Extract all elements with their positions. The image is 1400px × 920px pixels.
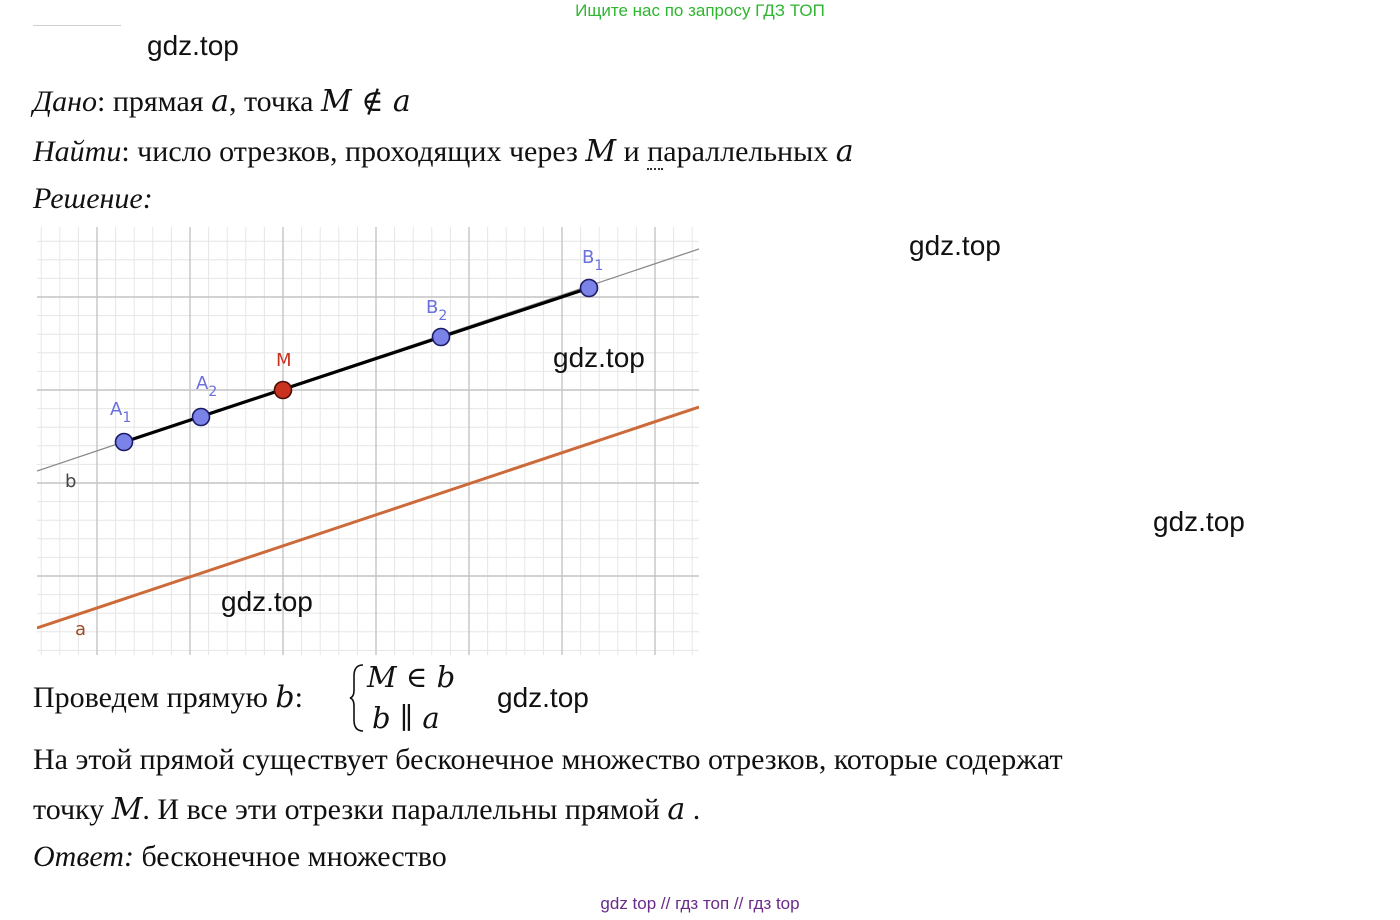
answer-text: бесконечное множество	[133, 840, 447, 873]
system-brace	[348, 662, 366, 734]
draw-line-text	[33, 680, 303, 715]
watermark: gdz.top	[221, 586, 313, 617]
given-label: Дано	[33, 85, 97, 118]
find-var-a: a	[835, 134, 854, 169]
explanation-text: точку	[33, 793, 112, 826]
find-label: Найти	[33, 135, 122, 168]
system-line-1: M ∈ b	[367, 660, 456, 694]
label-a1: $A_1$	[110, 399, 132, 426]
system-line-2: b ∥ a	[372, 701, 440, 735]
watermark: gdz.top	[909, 230, 1001, 261]
find-text-and: и	[616, 135, 648, 168]
point-m	[275, 382, 292, 399]
draw-line-colon: :	[294, 681, 303, 714]
draw-line-var-b: b	[275, 680, 295, 715]
geometry-figure	[37, 227, 699, 655]
point-b1	[581, 280, 598, 297]
given-text: : прямая	[96, 85, 212, 118]
explanation-var-a: a	[667, 792, 686, 827]
watermark: gdz.top	[1153, 506, 1245, 537]
given-text-middle: , точка	[228, 85, 321, 118]
find-text-parallel: араллельных	[663, 135, 836, 168]
top-banner: Ищите нас по запросу ГДЗ ТОП	[575, 1, 825, 20]
point-a2	[193, 409, 210, 426]
footer-links: gdz top // гдз топ // гдз top	[600, 894, 800, 913]
point-b2	[433, 329, 450, 346]
watermark: gdz.top	[553, 342, 645, 373]
label-b2: $B_2$	[426, 297, 448, 324]
given-expression: M ∉ a	[320, 84, 411, 119]
label-b1: $B_1$	[582, 247, 604, 274]
draw-line-label: Проведем прямую	[33, 681, 276, 714]
label-line-b: b	[65, 471, 77, 492]
watermark: gdz.top	[147, 30, 239, 61]
given-var-a: a	[211, 84, 229, 119]
watermark: gdz.top	[497, 682, 589, 713]
label-a2: $A_2$	[196, 373, 218, 400]
find-var-m: M	[585, 134, 617, 169]
solution-label: Решение:	[33, 182, 153, 215]
explanation-var-m: M	[111, 792, 143, 827]
explanation-text-end: .	[685, 793, 701, 826]
explanation-line-2	[33, 792, 700, 827]
explanation-line-1: На этой прямой существует бесконечное множество отрезков, которые содержат	[33, 743, 1063, 776]
explanation-text-mid: . И все эти отрезки параллельны прямой	[142, 793, 668, 826]
given-line	[33, 84, 411, 119]
label-line-a: a	[75, 619, 87, 640]
find-line	[33, 134, 854, 169]
label-m: M	[276, 350, 292, 371]
point-a1	[116, 434, 133, 451]
find-misspell-mark: п	[647, 135, 664, 168]
top-divider	[33, 25, 121, 26]
answer-line	[33, 840, 447, 874]
answer-label: Ответ:	[33, 840, 134, 873]
find-text: : число отрезков, проходящих через	[121, 135, 586, 168]
